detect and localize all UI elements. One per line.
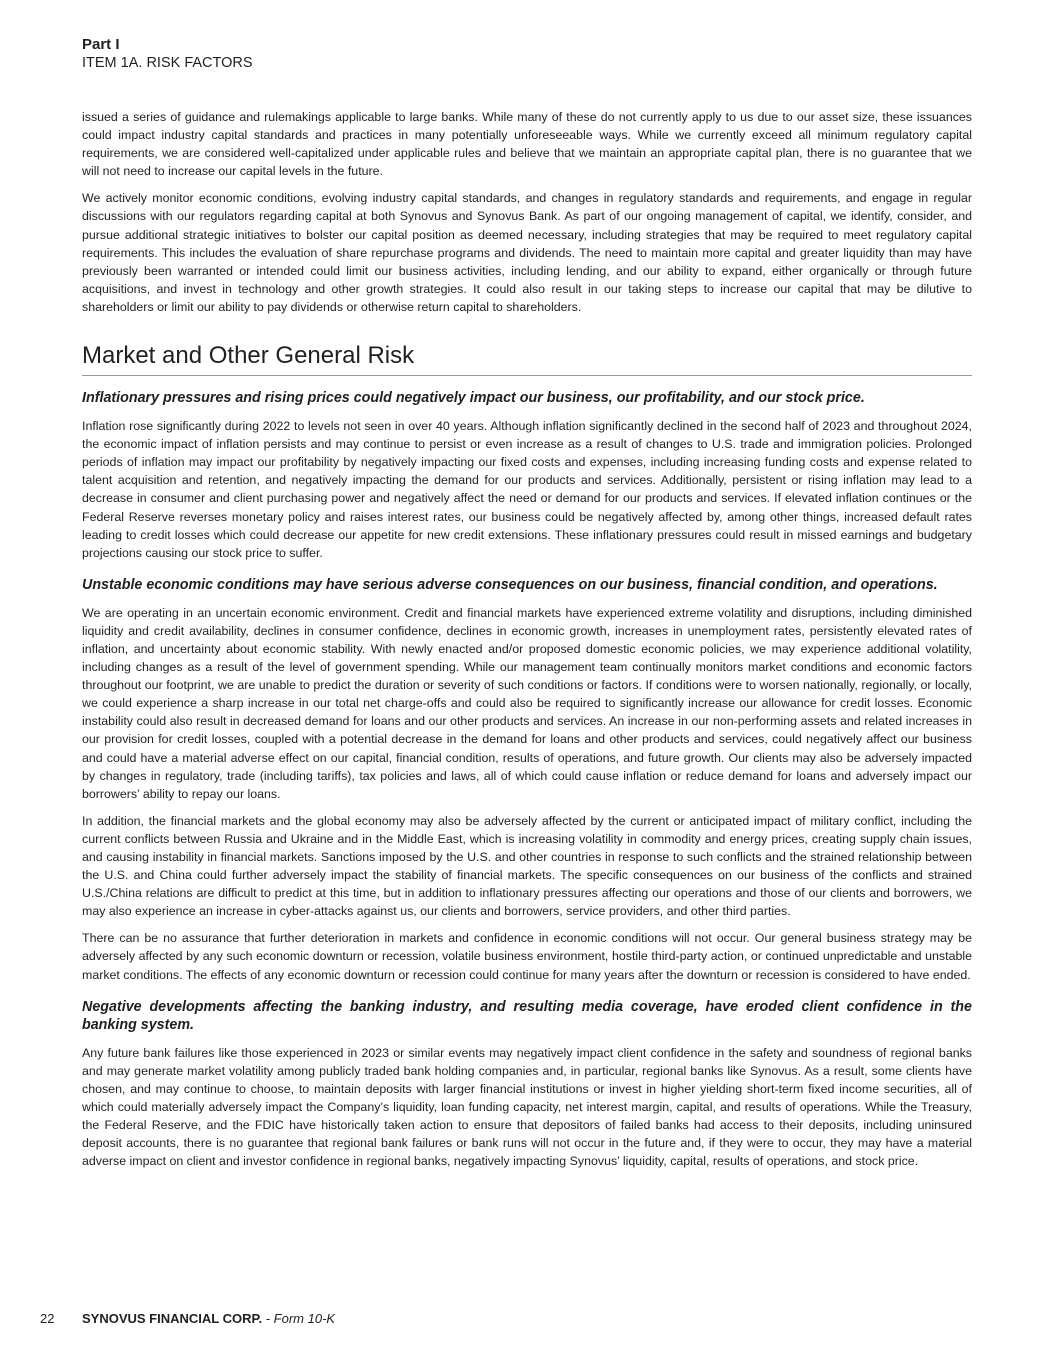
- risk-paragraph: Inflation rose significantly during 2022 to levels not seen in over 40 years. Although inflation significantly declined in the second half of 2023 and throughout 2024, the economic impact of inflation persists and may continue to persist or even increase as a result of changes to U.S. trade and immigration policies. Prolonged periods of inflation may impact our profitability by negatively impacting our fixed costs and expenses, including increasing funding costs and expense related to talent acquisition and retention, and negatively impacting the demand for our products and services. Additionally, persistent or rising inflation may lead to a decrease in consumer and client purchasing power and negatively affect the need or demand for our products and services. If elevated inflation continues or the Federal Reserve reverses monetary policy and raises interest rates, our business could be negatively affected by, among other things, increased default rates leading to credit losses which could decrease our appetite for new credit extensions. These inflationary pressures could result in missed earnings and budgetary projections causing our stock price to suffer.: [82, 419, 972, 560]
- page-content: [82, 108, 972, 1179]
- risk-heading-banking-industry: Negative developments affecting the banking industry, and resulting media coverage, have eroded client confidence in the banking system.: [82, 998, 972, 1033]
- risk-heading-economic-conditions: Unstable economic conditions may have serious adverse consequences on our business, financial condition, and operations.: [82, 576, 938, 593]
- intro-paragraph: We actively monitor economic conditions, evolving industry capital standards, and changes in regulatory standards and requirements, and engage in regular discussions with our regulators regarding capital at both Synovus and Synovus Bank. As part of our ongoing management of capital, we identify, consider, and pursue additional strategic initiatives to bolster our capital position as deemed necessary, including strategies that may be required to meet regulatory capital requirements. This includes the evaluation of share repurchase programs and dividends. The need to maintain more capital and greater liquidity than may have previously been warranted or intended could limit our business activities, including lending, and our ability to expand, either organically or through future acquisitions, and invest in technology and other growth strategies. It could also result in our taking steps to increase our capital that may be dilutive to shareholders or limit our ability to pay dividends or otherwise return capital to shareholders.: [82, 191, 972, 314]
- form-label: - Form 10-K: [262, 1311, 336, 1326]
- page-footer: [40, 1310, 335, 1328]
- item-label: ITEM 1A. RISK FACTORS: [82, 55, 253, 71]
- risk-paragraph: Any future bank failures like those experienced in 2023 or similar events may negatively impact client confidence in the safety and soundness of regional banks and may generate market volatility among publicly traded bank holding companies and, in particular, regional banks like Synovus. As a result, some clients have chosen, and may continue to choose, to maintain deposits with larger financial institutions or invest in higher yielding short-term fixed income securities, all of which could materially adversely impact the Company’s liquidity, loan funding capacity, net interest margin, capital, and results of operations. While the Treasury, the Federal Reserve, and the FDIC have historically taken action to ensure that depositors of failed banks had access to their deposits, including uninsured deposit accounts, there is no guarantee that regional bank failures or bank runs will not occur in the future and, if they were to occur, they may have a material adverse impact on client and investor confidence in regional banks, negatively impacting Synovus’ liquidity, capital, results of operations, and stock price.: [82, 1045, 972, 1169]
- company-name: SYNOVUS FINANCIAL CORP.: [82, 1311, 263, 1326]
- intro-paragraph: issued a series of guidance and rulemakings applicable to large banks. While many of these do not currently apply to us due to our asset size, these issuances could impact industry capital standards and practices in many potentially unforeseeable ways. While we currently exceed all minimum regulatory capital requirements, we are considered well-capitalized under applicable rules and believe that we maintain an appropriate capital plan, there is no guarantee that we will not need to increase our capital levels in the future.: [82, 110, 972, 179]
- part-label: Part I: [82, 36, 120, 53]
- page-number: 22: [40, 1311, 55, 1326]
- risk-paragraph: In addition, the financial markets and the global economy may also be adversely affected by the current or anticipated impact of military conflict, including the current conflicts between Russia and Ukraine and in the Middle East, which is increasing volatility in commodity and energy prices, creating supply chain issues, and causing instability in financial markets. Sanctions imposed by the U.S. and other countries in response to such conflicts and the strained relationship between the U.S. and China could further adversely impact the stability of financial markets. The specific consequences on our business of the conflicts and strained U.S./China relations are difficult to predict at this time, but in addition to inflationary pressures affecting our operations and those of our clients and borrowers, we may also experience an increase in cyber-attacks against us, our clients and borrowers, service providers, and other third parties.: [82, 813, 972, 919]
- section-title: Market and Other General Risk: [82, 341, 972, 376]
- page-header: [82, 35, 253, 73]
- risk-heading-inflation: Inflationary pressures and rising prices could negatively impact our business, our profitability, and our stock price.: [82, 390, 865, 407]
- risk-paragraph: There can be no assurance that further deterioration in markets and confidence in economic conditions will not occur. Our general business strategy may be adversely affected by any such economic downturn or recession, volatile business environment, hostile third-party action, or continued unpredictable and unstable market conditions. The effects of any economic downturn or recession could continue for many years after the downturn or recession is considered to have ended.: [82, 931, 972, 982]
- risk-paragraph: We are operating in an uncertain economic environment. Credit and financial markets have experienced extreme volatility and disruptions, including diminished liquidity and credit availability, declines in consumer confidence, declines in economic growth, increases in unemployment rates, persistently elevated rates of inflation, and uncertainty about economic stability. With newly enacted and/or proposed domestic economic policies, we may experience additional volatility, including changes as a result of the level of government spending. While our management team continually monitors market conditions and economic factors throughout our footprint, we are unable to predict the duration or severity of such conditions or factors. If conditions were to worsen nationally, regionally, or locally, we could experience a sharp increase in our total net charge-offs and could also be required to significantly increase our allowance for credit losses. Economic instability could also result in decreased demand for loans and our other products and services. An increase in our non-performing assets and related increases in our provision for credit losses, coupled with a potential decrease in the demand for loans and other products and services, could negatively affect our business and could have a material adverse effect on our capital, financial condition, results of operations, and future growth. Our clients may also be adversely impacted by changes in regulatory, trade (including tariffs), tax policies and laws, all of which could cause inflation or reduce demand for loans and adversely impact our borrowers’ ability to repay our loans.: [82, 605, 972, 801]
